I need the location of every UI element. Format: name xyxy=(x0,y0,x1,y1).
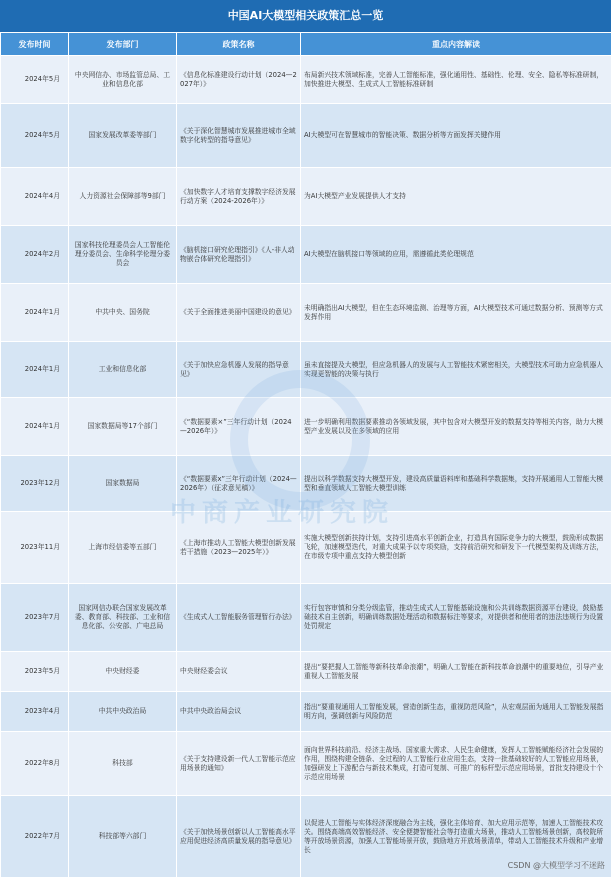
row-date: 2024年2月 xyxy=(1,226,69,284)
row-dept: 国家发展改革委等部门 xyxy=(69,104,177,168)
row-policy: 《信息化标准建设行动计划（2024—2027年）》 xyxy=(177,56,301,104)
row-policy: 《“数据要素x”三年行动计划（2024—2026年）（征求意见稿）》 xyxy=(177,456,301,512)
header-row xyxy=(1,33,611,56)
row-date: 2024年4月 xyxy=(1,168,69,226)
row-date: 2024年1月 xyxy=(1,342,69,398)
header-dept: 发布部门 xyxy=(69,33,177,56)
row-date: 2024年1月 xyxy=(1,398,69,456)
watermark-logo xyxy=(230,370,370,510)
row-policy: 中央财经委会议 xyxy=(177,652,301,692)
row-date: 2024年5月 xyxy=(1,104,69,168)
row-date: 2024年1月 xyxy=(1,284,69,342)
row-dept: 国家数据局等17个部门 xyxy=(69,398,177,456)
row-content: 提出“要把握人工智能等新科技革命浪潮”，明确人工智能在新科技革命浪潮中的重要地位，引导产业重视人工智能发展 xyxy=(301,652,611,692)
row-policy: 《“数据要素×”三年行动计划（2024—2026年）》 xyxy=(177,398,301,456)
row-dept: 工业和信息化部 xyxy=(69,342,177,398)
row-date: 2022年8月 xyxy=(1,732,69,796)
table-row xyxy=(1,104,611,168)
row-policy: 《关于支持建设新一代人工智能示范应用场景的通知》 xyxy=(177,732,301,796)
row-dept: 科技部等六部门 xyxy=(69,796,177,878)
row-date: 2024年5月 xyxy=(1,56,69,104)
row-dept: 人力资源社会保障部等9部门 xyxy=(69,168,177,226)
row-dept: 中共中央政治局 xyxy=(69,692,177,732)
table-row xyxy=(1,692,611,732)
row-date: 2023年11月 xyxy=(1,512,69,584)
row-content: 为AI大模型产业发展提供人才支持 xyxy=(301,168,611,226)
row-content: 未明确指出AI大模型，但在生态环境监测、治理等方面，AI大模型技术可通过数据分析、预测等方式发挥作用 xyxy=(301,284,611,342)
table-row xyxy=(1,284,611,342)
row-content: 实行包容审慎和分类分级监管，推动生成式人工智能基础设施和公共训练数据资源平台建设，鼓励基础技术自主创新，明确训练数据处理活动和数据标注等要求，对提供者和使用者的违法违规行为设置处罚规定 xyxy=(301,584,611,652)
row-date: 2023年4月 xyxy=(1,692,69,732)
row-content: 布局新兴技术领域标准，完善人工智能标准，强化通用性、基础性、伦理、安全、隐私等标准研制，加快推进大模型、生成式人工智能标准研制 xyxy=(301,56,611,104)
row-content: AI大模型可在智慧城市的智能决策、数据分析等方面发挥关键作用 xyxy=(301,104,611,168)
row-policy: 《加快数字人才培育支撑数字经济发展行动方案（2024-2026年）》 xyxy=(177,168,301,226)
header-date: 发布时间 xyxy=(1,33,69,56)
row-date: 2023年5月 xyxy=(1,652,69,692)
row-policy: 中共中央政治局会议 xyxy=(177,692,301,732)
watermark-text: 中商产业研究院 xyxy=(170,492,394,529)
row-dept: 中共中央、国务院 xyxy=(69,284,177,342)
row-date: 2023年12月 xyxy=(1,456,69,512)
row-policy: 《上海市推动人工智能大模型创新发展若干措施（2023—2025年）》 xyxy=(177,512,301,584)
header-content: 重点内容解读 xyxy=(301,33,611,56)
row-policy: 《脑机接口研究伦理指引》《人-非人动物嵌合体研究伦理指引》 xyxy=(177,226,301,284)
table-row xyxy=(1,168,611,226)
header-policy: 政策名称 xyxy=(177,33,301,56)
row-dept: 国家网信办联合国家发展改革委、教育部、科技部、工业和信息化部、公安部、广电总局 xyxy=(69,584,177,652)
row-policy: 《关于加快场景创新以人工智能高水平应用促进经济高质量发展的指导意见》 xyxy=(177,796,301,878)
row-dept: 中央财经委 xyxy=(69,652,177,692)
row-content: 指出“要重视通用人工智能发展，营造创新生态，重视防范风险”，从宏观层面为通用人工智能发展指明方向，强调创新与风险防范 xyxy=(301,692,611,732)
table-row xyxy=(1,584,611,652)
row-dept: 国家科技伦理委员会人工智能伦理分委员会、生命科学伦理分委员会 xyxy=(69,226,177,284)
table-row xyxy=(1,56,611,104)
row-content: 虽未直接提及大模型，但应急机器人的发展与人工智能技术紧密相关，大模型技术可助力应急机器人实现更智能的决策与执行 xyxy=(301,342,611,398)
row-content: 以促进人工智能与实体经济深度融合为主线，强化主体培育、加大应用示范等，加速人工智能技术攻关。围绕高端高效智能经济、安全便捷智能社会等打造重大场景，推动人工智能场景创新，高校院所等开放场景资源，加强人工智能场景开放，鼓励地方开放场景清单，带动人工智能技术升级和产业增长 xyxy=(301,796,611,878)
row-date: 2023年7月 xyxy=(1,584,69,652)
row-dept: 上海市经信委等五部门 xyxy=(69,512,177,584)
footer-credit: CSDN @大模型学习不迷路 xyxy=(508,860,605,871)
row-dept: 国家数据局 xyxy=(69,456,177,512)
row-policy: 《关于加快应急机器人发展的指导意见》 xyxy=(177,342,301,398)
row-content: 面向世界科技前沿、经济主战场、国家重大需求、人民生命健康，发挥人工智能赋能经济社会发展的作用，围绕构建全链条、全过程的人工智能行业应用生态，支持一批基础较好的人工智能应用场景，加强研发上下游配合与新技术集成，打造可复制、可推广的标杆型示范应用场景，首批支持建设十个示范应用场景 xyxy=(301,732,611,796)
row-dept: 中央网信办、市场监管总局、工业和信息化部 xyxy=(69,56,177,104)
row-content: 实施大模型创新扶持计划，支持引进高水平创新企业，打造具有国际竞争力的大模型，鼓励形成数据飞轮，加速模型迭代，对重大成果予以专项奖励，支持前沿研究和研发下一代模型架构及训练方法，在市级专项中重点支持大模型创新 xyxy=(301,512,611,584)
table-title: 中国AI大模型相关政策汇总一览 xyxy=(0,0,611,32)
row-policy: 《生成式人工智能服务管理暂行办法》 xyxy=(177,584,301,652)
row-content: 进一步明确利用数据要素推动各领域发展，其中包含对大模型开发的数据支持等相关内容，助力大模型产业发展以及在多领域的应用 xyxy=(301,398,611,456)
row-date: 2022年7月 xyxy=(1,796,69,878)
table-row xyxy=(1,226,611,284)
row-content: 提出以科学数据支持大模型开发，建设高质量语料库和基础科学数据集，支持开展通用人工智能大模型和垂直领域人工智能大模型训练 xyxy=(301,456,611,512)
row-policy: 《关于深化智慧城市发展推进城市全域数字化转型的指导意见》 xyxy=(177,104,301,168)
table-row xyxy=(1,652,611,692)
row-content: AI大模型在脑机接口等领域的应用，需遵循此类伦理规范 xyxy=(301,226,611,284)
row-policy: 《关于全面推进美丽中国建设的意见》 xyxy=(177,284,301,342)
row-dept: 科技部 xyxy=(69,732,177,796)
table-row xyxy=(1,732,611,796)
